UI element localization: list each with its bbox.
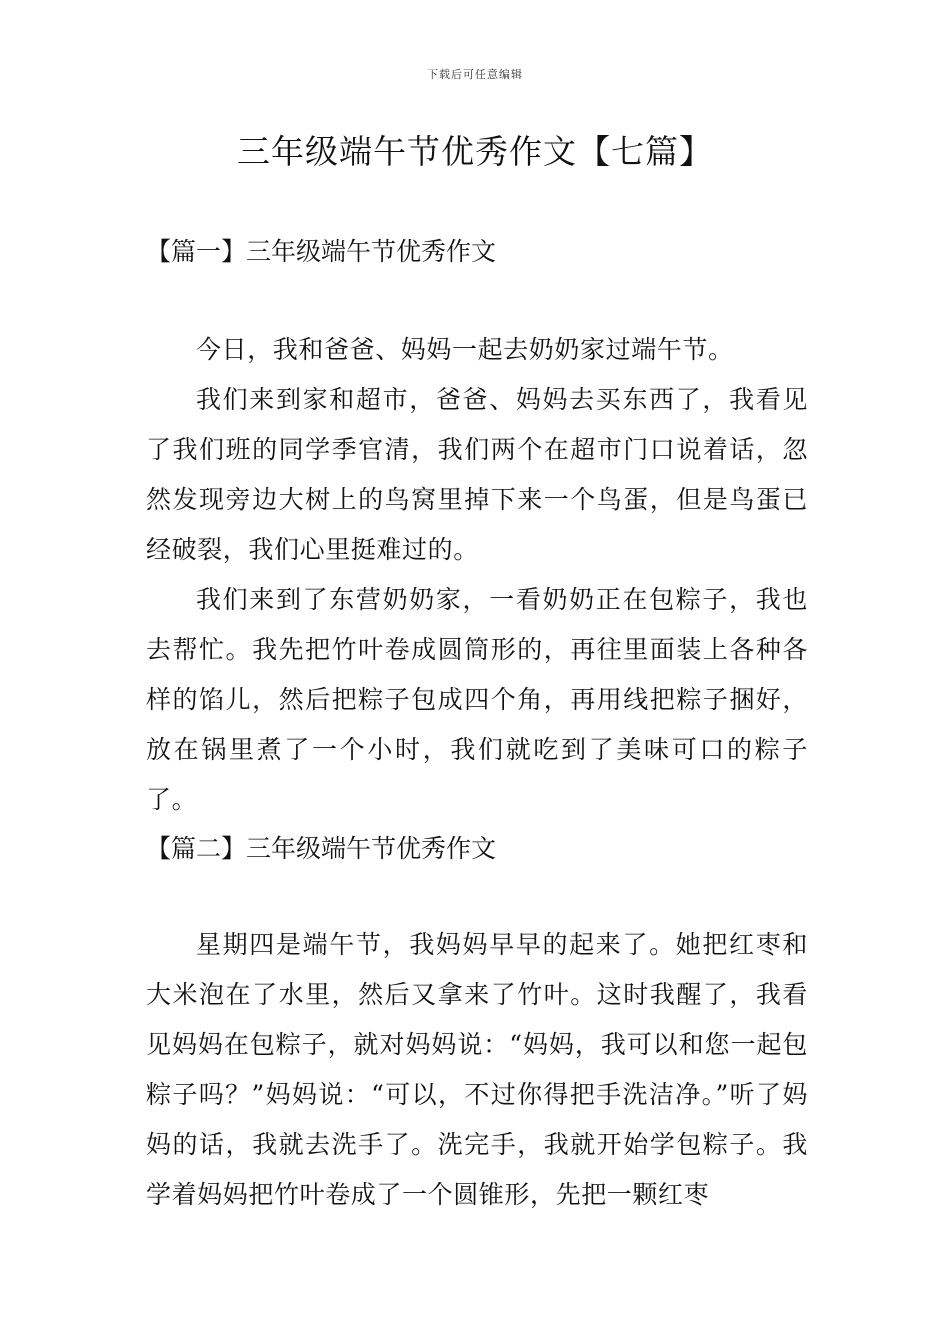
section-heading-1: 【篇一】三年级端午节优秀作文 [146,237,497,266]
document-title: 三年级端午节优秀作文【七篇】 [237,132,713,171]
paragraph: 我们来到了东营奶奶家，一看奶奶正在包粽子，我也去帮忙。我先把竹叶卷成圆筒形的，再往里面装上各种各样的馅儿，然后把粽子包成四个角，再用线把粽子捆好，放在锅里煮了一个小时，我们就吃到了美味可口的粽子了。 [146,585,808,814]
paragraph: 今日，我和爸爸、妈妈一起去奶奶家过端午节。 [196,335,734,364]
header-note: 下载后可任意编辑 [427,68,523,81]
section-heading-2: 【篇二】三年级端午节优秀作文 [146,834,497,863]
paragraph: 我们来到家和超市，爸爸、妈妈去买东西了，我看见了我们班的同学季官清，我们两个在超市门口说着话，忽然发现旁边大树上的鸟窝里掉下来一个鸟蛋，但是鸟蛋已经破裂，我们心里挺难过的。 [146,385,808,564]
paragraph: 星期四是端午节，我妈妈早早的起来了。她把红枣和大米泡在了水里，然后又拿来了竹叶。这时我醒了，我看见妈妈在包粽子，就对妈妈说：“妈妈，我可以和您一起包粽子吗？”妈妈说：“可以，不过你得把手洗洁净。”听了妈妈的话，我就去洗手了。洗完手，我就开始学包粽子。我学着妈妈把竹叶卷成了一个圆锥形，先把一颗红枣 [146,930,808,1209]
